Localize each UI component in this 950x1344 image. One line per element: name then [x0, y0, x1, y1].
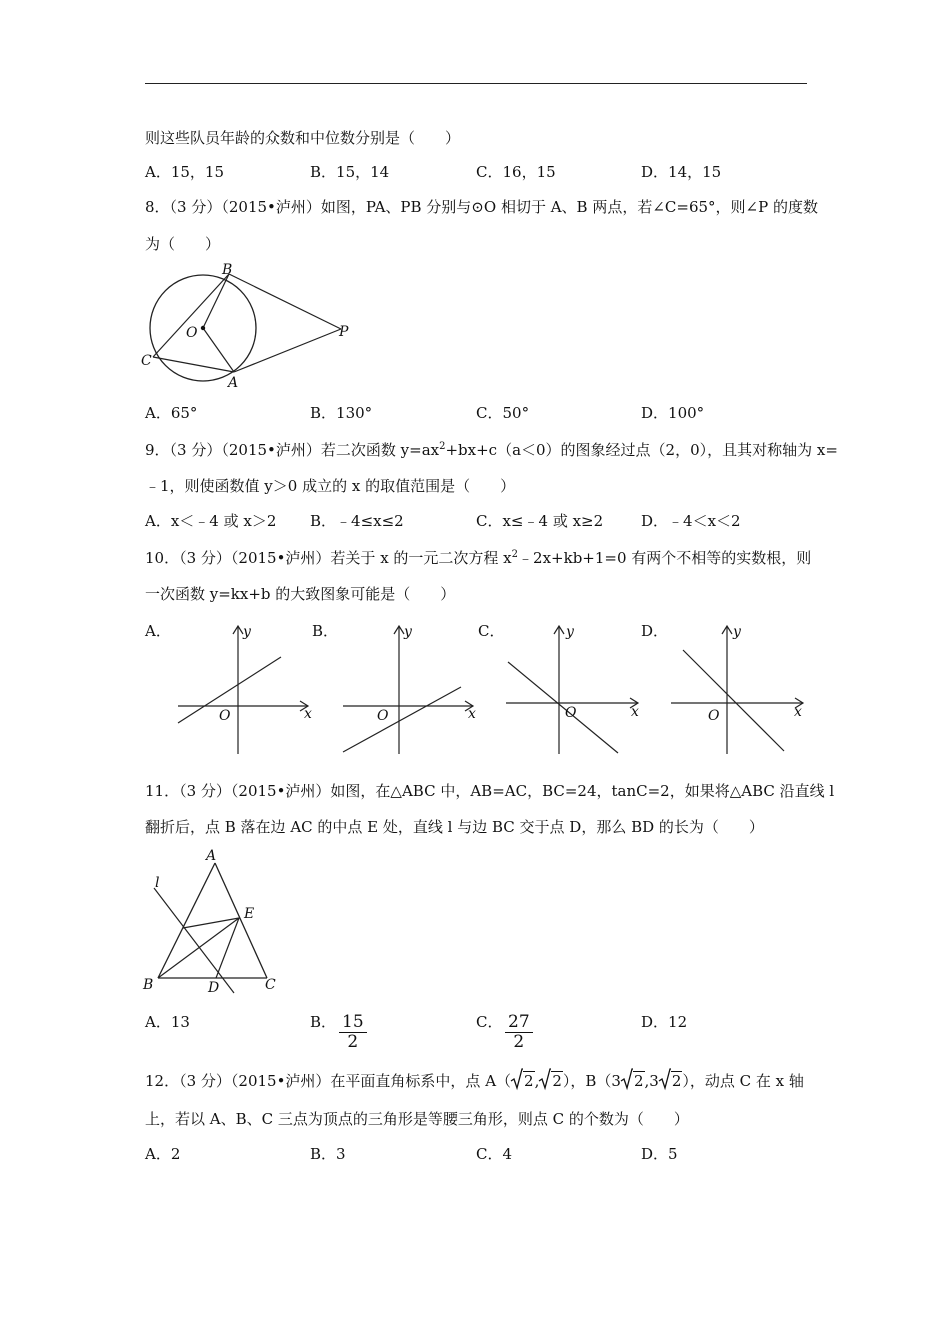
- q8-stem-line2: 为（ ）: [145, 235, 221, 253]
- q10-option-d-label: D．: [641, 622, 669, 640]
- q11-option-b: B．: [310, 1013, 337, 1031]
- label-p: P: [339, 324, 349, 340]
- x-axis-label: x: [304, 706, 312, 722]
- q12-option-d: D．5: [641, 1145, 678, 1163]
- y-axis-label: y: [566, 624, 574, 640]
- label-b: B: [222, 262, 233, 278]
- q10-graph-d: [665, 620, 815, 760]
- q9-option-b: B．﹣4≤x≤2: [310, 512, 404, 530]
- sqrt-symbol: 2: [511, 1071, 535, 1091]
- q11-stem-line2: 翻折后，点 B 落在边 AC 的中点 E 处，直线 l 与边 BC 交于点 D，那么 BD 的长为（ ）: [145, 818, 764, 836]
- q9-stem-line2: ﹣1，则使函数值 y＞0 成立的 x 的取值范围是（ ）: [145, 477, 516, 495]
- q9-option-a: A．x＜﹣4 或 x＞2: [145, 512, 277, 530]
- q11-option-a: A．13: [145, 1013, 190, 1031]
- y-axis-label: y: [404, 624, 412, 640]
- q12-option-c: C．4: [476, 1145, 513, 1163]
- q11-option-b-fraction: $\frac{15}{2}$: [339, 1013, 367, 1052]
- label-o: O: [186, 325, 198, 341]
- q11-option-c-fraction: $\frac{27}{2}$: [505, 1013, 533, 1052]
- x-axis-label: x: [794, 704, 802, 720]
- q10-stem-line1: 10．（3 分）（2015•泸州）若关于 x 的一元二次方程 $x^2﹣2x+kb+1=0$ 有两个不相等的实数根，则: [145, 549, 812, 567]
- label-e: E: [244, 906, 255, 922]
- sqrt-symbol: 2: [621, 1071, 645, 1091]
- q9-stem-line1: 9．（3 分）（2015•泸州）若二次函数 $y=ax^2+bx+c(a<0)$的图象经过点（2，0），且其对称轴为 x=: [145, 441, 838, 459]
- q11-option-d: D．12: [641, 1013, 688, 1031]
- origin-label: O: [377, 708, 389, 724]
- q10-graph-a: [170, 620, 320, 760]
- q12-option-b: B．3: [310, 1145, 346, 1163]
- sqrt-symbol: 2: [659, 1071, 683, 1091]
- q8-option-b: B．130°: [310, 404, 373, 422]
- q8-option-c: C．50°: [476, 404, 530, 422]
- q10-option-b-label: B．: [312, 622, 339, 640]
- sqrt-symbol: 2: [539, 1071, 563, 1091]
- label-c: C: [265, 977, 276, 993]
- q10-graph-b: [335, 620, 485, 760]
- q8-stem-line1: 8．（3 分）（2015•泸州）如图，PA、PB 分别与⊙O 相切于 A、B 两点，若∠C=65°，则∠P 的度数: [145, 198, 818, 216]
- label-b: B: [143, 977, 154, 993]
- label-l: l: [155, 875, 160, 891]
- q12-stem-line1: 12．（3 分）（2015•泸州）在平面直角标系中，点 A（ 2, 2），B（3 2,3 2），动点 C 在 x 轴: [145, 1071, 804, 1091]
- origin-label: O: [219, 708, 231, 724]
- x-axis-label: x: [631, 704, 639, 720]
- q9-option-d: D．﹣4＜x＜2: [641, 512, 741, 530]
- q7-stem: 则这些队员年龄的众数和中位数分别是（ ）: [145, 129, 461, 147]
- q12-option-a: A．2: [145, 1145, 181, 1163]
- q10-option-a-label: A．: [145, 622, 171, 640]
- q7-option-a: A．15，15: [145, 163, 225, 181]
- q11-stem-line1: 11．（3 分）（2015•泸州）如图，在△ABC 中，AB=AC，BC=24，tanC=2，如果将△ABC 沿直线 l: [145, 782, 835, 800]
- label-a: A: [228, 375, 239, 391]
- q11-option-c: C．: [476, 1013, 503, 1031]
- x-axis-label: x: [468, 706, 476, 722]
- header-rule: [145, 83, 807, 84]
- q10-option-c-label: C．: [478, 622, 505, 640]
- label-c: C: [141, 353, 152, 369]
- y-axis-label: y: [733, 624, 741, 640]
- q8-option-d: D．100°: [641, 404, 705, 422]
- q9-option-c: C．x≤﹣4 或 x≥2: [476, 512, 604, 530]
- q7-option-b: B．15，14: [310, 163, 390, 181]
- label-a: A: [206, 848, 217, 864]
- y-axis-label: y: [243, 624, 251, 640]
- origin-label: O: [708, 708, 720, 724]
- q11-triangle-figure: [138, 842, 298, 997]
- q7-option-c: C．16，15: [476, 163, 556, 181]
- q7-option-d: D．14，15: [641, 163, 722, 181]
- q10-graph-c: [500, 620, 650, 760]
- q10-stem-line2: 一次函数 y=kx+b 的大致图象可能是（ ）: [145, 585, 456, 603]
- origin-label: O: [565, 705, 577, 721]
- label-d: D: [208, 980, 220, 996]
- q8-option-a: A．65°: [145, 404, 198, 422]
- q8-circle-tangent-figure: [138, 262, 368, 392]
- q12-stem-line2: 上，若以 A、B、C 三点为顶点的三角形是等腰三角形，则点 C 的个数为（ ）: [145, 1110, 689, 1128]
